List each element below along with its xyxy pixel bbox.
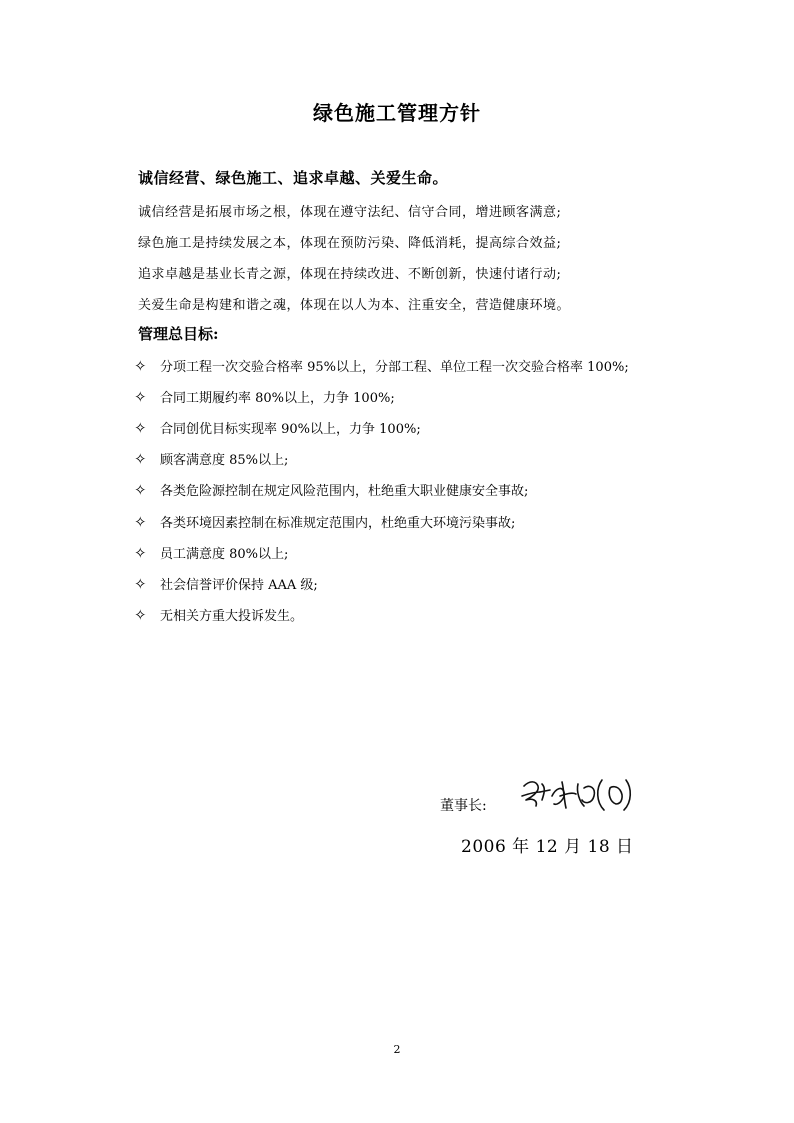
goal-text: 各类危险源控制在规定风险范围内，杜绝重大职业健康安全事故;: [160, 484, 529, 499]
goals-heading: 管理总目标:: [138, 325, 219, 343]
diamond-bullet-icon: ✧: [134, 480, 147, 499]
goal-text: 分项工程一次交验合格率 95%以上，分部工程、单位工程一次交验合格率 100%;: [160, 360, 629, 375]
motto-heading: 诚信经营、绿色施工、追求卓越、关爱生命。: [138, 169, 449, 187]
goal-text: 合同创优目标实现率 90%以上，力争 100%;: [160, 422, 421, 437]
chairman-signature: [518, 774, 638, 818]
goal-item: [134, 356, 629, 375]
goal-text: 顾客满意度 85%以上;: [160, 453, 289, 468]
diamond-bullet-icon: ✧: [134, 356, 147, 375]
principle-line: 追求卓越是基业长青之源，体现在持续改进、不断创新，快速付诸行动;: [138, 267, 562, 282]
goal-text: 员工满意度 80%以上;: [160, 547, 289, 562]
diamond-bullet-icon: ✧: [134, 449, 147, 468]
goal-item: [134, 480, 528, 499]
goal-item: [134, 449, 288, 468]
goal-item: [134, 605, 303, 624]
diamond-bullet-icon: ✧: [134, 574, 147, 593]
diamond-bullet-icon: ✧: [134, 605, 147, 624]
chairman-label: 董事长:: [440, 798, 487, 814]
goal-text: 无相关方重大投诉发生。: [160, 609, 304, 624]
goal-item: [134, 512, 515, 531]
diamond-bullet-icon: ✧: [134, 418, 147, 437]
principle-line: 关爱生命是构建和谐之魂，体现在以人为本、注重安全，营造健康环境。: [138, 298, 571, 313]
goal-text: 各类环境因素控制在标准规定范围内，杜绝重大环境污染事故;: [160, 516, 516, 531]
diamond-bullet-icon: ✧: [134, 543, 147, 562]
diamond-bullet-icon: ✧: [134, 512, 147, 531]
page-title: 绿色施工管理方针: [313, 101, 481, 125]
page-number: 2: [393, 1043, 401, 1056]
diamond-bullet-icon: ✧: [134, 387, 147, 406]
principle-line: 绿色施工是持续发展之本，体现在预防污染、降低消耗，提高综合效益;: [138, 236, 562, 251]
signature-date: 2006 年 12 月 18 日: [461, 837, 634, 857]
principle-line: 诚信经营是拓展市场之根，体现在遵守法纪、信守合同，增进顾客满意;: [138, 205, 562, 220]
goal-item: [134, 418, 421, 437]
goal-text: 合同工期履约率 80%以上，力争 100%;: [160, 391, 395, 406]
goal-item: [134, 387, 395, 406]
goal-text: 社会信誉评价保持 AAA 级;: [160, 578, 318, 593]
goal-item: [134, 574, 318, 593]
goal-item: [134, 543, 288, 562]
